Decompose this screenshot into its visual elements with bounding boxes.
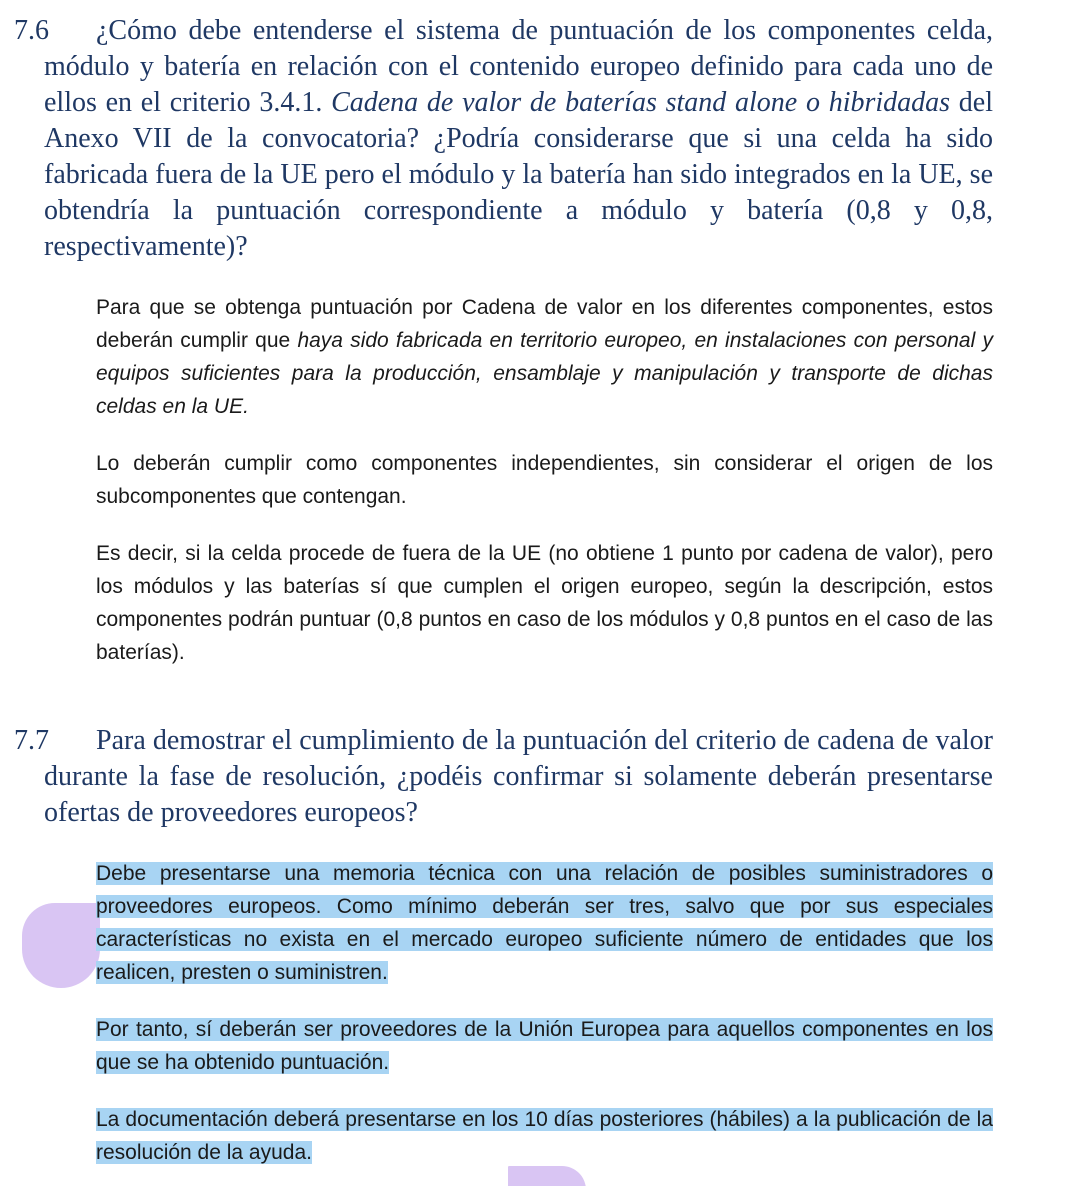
highlighted-answer-text: La documentación deberá presentarse en los 10 días posteriores (hábiles) a la publicación de la resolución de la ayuda.: [96, 1108, 993, 1164]
answer-text: Es decir, si la celda procede de fuera de la UE (no obtiene 1 punto por cadena de valor), pero los módulos y las baterías sí que cumplen el origen europeo, según la descripción, estos componentes podrán puntuar (0,8 puntos en caso de los módulos y 0,8 puntos en el caso de las baterías).: [96, 542, 993, 664]
faq-item-7-6: [0, 13, 1080, 669]
answer-paragraph: [96, 291, 993, 423]
question-7-6: [0, 13, 1080, 265]
question-text: Para demostrar el cumplimiento de la puntuación del criterio de cadena de valor durante la fase de resolución, ¿podéis confirmar si solamente deberán presentarse ofertas de proveedores europeos?: [44, 725, 993, 828]
answer-paragraph: [96, 447, 993, 513]
answer-text-italic: haya sido fabricada en territorio europeo, en instalaciones con personal y equipos suficientes para la producción, ensamblaje y manipulación y transporte de dichas celdas en la UE.: [96, 329, 993, 418]
answer-paragraph-highlighted: [96, 857, 993, 989]
faq-item-7-7: [0, 723, 1080, 1169]
question-text: del Anexo VII de la convocatoria? ¿Podría considerarse que si una celda ha sido fabricada fuera de la UE pero el módulo y la batería han sido integrados en la UE, se obtendría la puntuación correspondiente a módulo y batería (0,8 y 0,8, respectivamente)?: [44, 87, 994, 262]
question-7-7: [0, 723, 1080, 831]
question-text: ¿Cómo debe entenderse el sistema de puntuación de los componentes celda, módulo y batería en relación con el contenido europeo definido para cada uno de ellos en el criterio 3.4.1.: [44, 15, 993, 118]
answer-paragraph: [96, 537, 993, 669]
decorative-blob-bottom: [508, 1166, 586, 1186]
answer-paragraph-highlighted: [96, 1013, 993, 1079]
question-text-italic: Cadena de valor de baterías stand alone o hibridadas: [331, 87, 951, 118]
highlighted-answer-text: Por tanto, sí deberán ser proveedores de la Unión Europea para aquellos componentes en los que se ha obtenido puntuación.: [96, 1018, 993, 1074]
answer-text: Para que se obtenga puntuación por Cadena de valor en los diferentes componentes, estos deberán cumplir que: [96, 296, 993, 352]
question-number-7-6: 7.6: [14, 15, 49, 46]
answer-text: Lo deberán cumplir como componentes independientes, sin considerar el origen de los subcomponentes que contengan.: [96, 452, 993, 508]
answer-paragraph-highlighted: [96, 1103, 993, 1169]
question-number-7-7: 7.7: [14, 725, 49, 756]
document-content: [0, 13, 1080, 1169]
highlighted-answer-text: Debe presentarse una memoria técnica con una relación de posibles suministradores o proveedores europeos. Como mínimo deberán ser tres, salvo que por sus especiales características no exista en el mercado europeo suficiente número de entidades que los realicen, presten o suministren.: [96, 862, 993, 984]
